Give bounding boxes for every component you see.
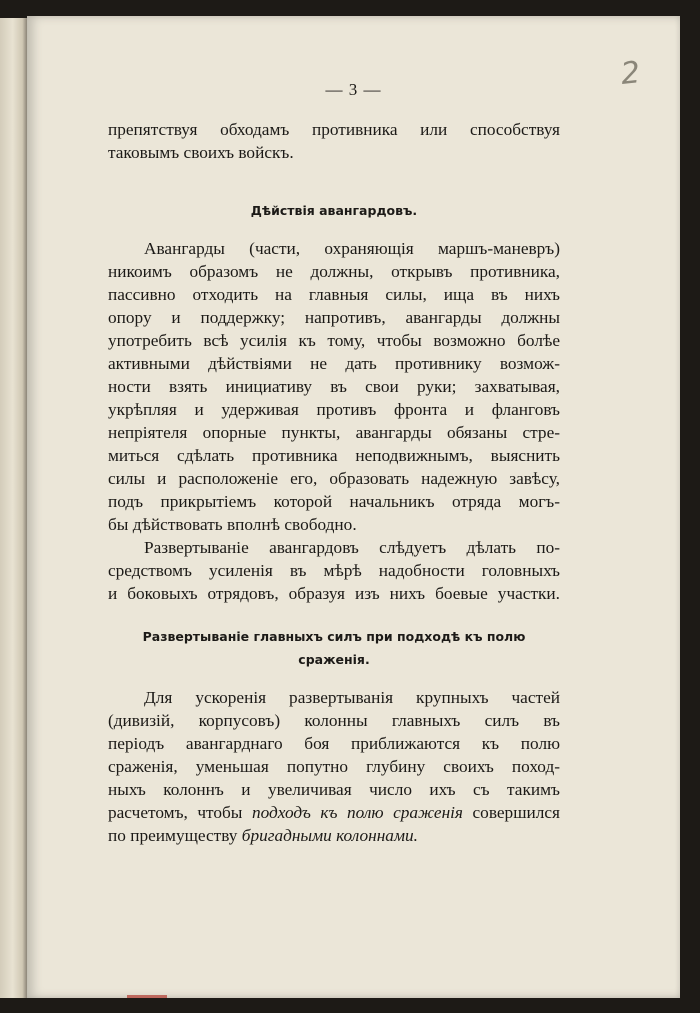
text-line: таковымъ своихъ войскъ. xyxy=(108,143,294,162)
text-line: непріятеля опорные пункты, авангарды обязаны стре- xyxy=(108,423,560,442)
text-line: препятствуя обходамъ противника или способствуя xyxy=(108,120,560,139)
page-number: — 3 — xyxy=(325,80,382,99)
text-line: ныхъ колоннъ и увеличивая число ихъ съ такимъ xyxy=(108,780,560,799)
text-line: ности взять инициативу въ свои руки; захватывая, xyxy=(108,377,560,396)
text-line: и боковыхъ отрядовъ, образуя изъ нихъ боевые участки. xyxy=(108,584,560,603)
text-span: расчетомъ, чтобы xyxy=(108,803,252,822)
italic-emphasis: подходъ къ полю сраженія xyxy=(251,803,463,822)
text-line: миться сдѣлать противника неподвижнымъ, выяснить xyxy=(108,446,560,465)
text-span: по преимуществу xyxy=(108,826,242,845)
text-line: періодъ авангарднаго боя приближаются къ полю xyxy=(108,734,560,753)
italic-emphasis: бригадными колоннами. xyxy=(241,826,418,845)
book-page xyxy=(27,16,680,998)
text-line: активными дѣйствіями не дать противнику возмож- xyxy=(108,354,560,373)
text-line: Для ускоренія развертыванія крупныхъ частей xyxy=(144,688,560,707)
text-line: Авангарды (части, охраняющія маршъ-маневръ) xyxy=(144,239,560,258)
intro-paragraph xyxy=(108,118,560,164)
text-span: совершился xyxy=(462,803,560,822)
section-heading xyxy=(108,625,560,671)
text-line: сраженія, уменьшая попутно глубину своихъ поход- xyxy=(108,757,560,776)
section-heading-line: Развертываніе главныхъ силъ при подходѣ къ полю xyxy=(142,629,526,644)
section-heading: Дѣйствія авангардовъ. xyxy=(250,203,418,218)
text-line: Развертываніе авангардовъ слѣдуетъ дѣлать по- xyxy=(144,538,560,557)
text-line xyxy=(108,801,560,824)
book-spine xyxy=(0,18,28,998)
section-heading-line: сраженія. xyxy=(298,652,370,667)
text-line: употребить всѣ усилія къ тому, чтобы возможно болѣе xyxy=(108,331,560,350)
paragraph-deployment xyxy=(108,536,560,605)
text-line: подъ прикрытіемъ которой начальникъ отряда могъ- xyxy=(108,492,560,511)
text-line xyxy=(108,824,560,847)
ink-mark xyxy=(127,995,167,998)
text-line: никоимъ образомъ не должны, открывъ противника, xyxy=(108,262,560,281)
pencil-mark: 2 xyxy=(619,55,642,92)
text-line: укрѣпляя и удерживая противъ фронта и фланговъ xyxy=(108,400,560,419)
text-line: бы дѣйствовать вполнѣ свободно. xyxy=(108,515,357,534)
paragraph-main-forces xyxy=(108,686,560,847)
text-line: средствомъ усиленія въ мѣрѣ надобности головныхъ xyxy=(108,561,560,580)
text-line: опору и поддержку; напротивъ, авангарды должны xyxy=(108,308,560,327)
text-line: пассивно отходить на главныя силы, ища въ нихъ xyxy=(108,285,560,304)
text-line: (дивизій, корпусовъ) колонны главныхъ силъ въ xyxy=(108,711,560,730)
paragraph-avangard-actions xyxy=(108,237,560,536)
text-line: силы и расположеніе его, образовать надежную завѣсу, xyxy=(108,469,560,488)
